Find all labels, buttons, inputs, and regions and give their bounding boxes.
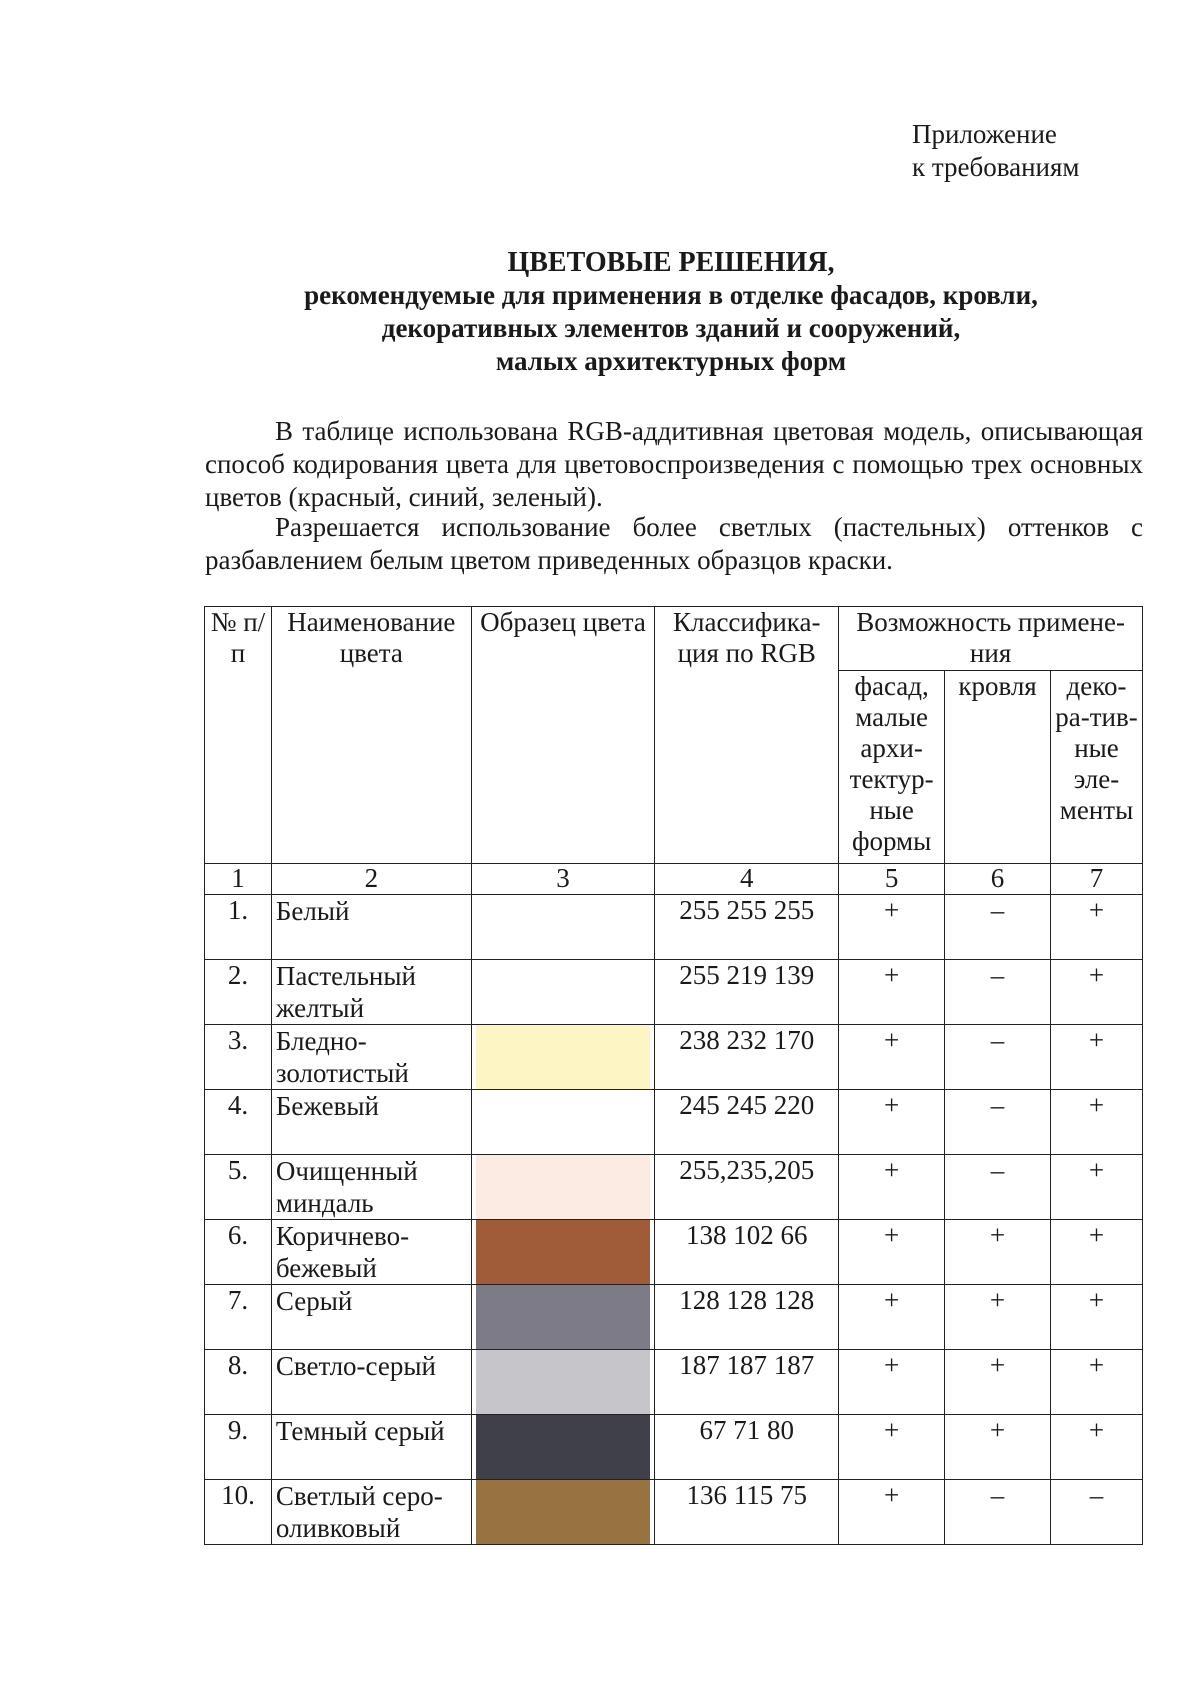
usage-roof: + <box>945 1220 1051 1285</box>
usage-decor: – <box>1050 1480 1142 1545</box>
usage-roof: + <box>945 1285 1051 1350</box>
table-row <box>205 1350 1143 1415</box>
column-number: 6 <box>945 864 1051 895</box>
color-swatch <box>471 1285 655 1350</box>
usage-roof: – <box>945 895 1051 960</box>
usage-decor: + <box>1050 1220 1142 1285</box>
header-num: № п/п <box>205 607 272 864</box>
usage-roof: – <box>945 1090 1051 1155</box>
table-row <box>205 1220 1143 1285</box>
color-swatch <box>471 1025 655 1090</box>
usage-facade: + <box>839 1220 945 1285</box>
color-swatch <box>471 1090 655 1155</box>
column-number: 4 <box>655 864 839 895</box>
column-number-row <box>205 864 1143 895</box>
header-facade: фасад, малые архи-тектур-ные формы <box>839 671 945 864</box>
usage-facade: + <box>839 1415 945 1480</box>
paragraph-rgb-model: В таблице использована RGB-аддитивная цветовая модель, описывающая способ кодирования цвета для цветовоспроизведения с помощью трех основных цветов (красный, синий, зеленый). <box>205 416 1143 512</box>
rgb-value: 255 255 255 <box>655 895 839 960</box>
row-index: 2. <box>205 960 272 1025</box>
header-decor: деко-ра-тив-ные эле-менты <box>1050 671 1142 864</box>
swatch-fill <box>476 1220 651 1284</box>
header-roof: кровля <box>945 671 1051 864</box>
row-index: 1. <box>205 895 272 960</box>
usage-decor: + <box>1050 1090 1142 1155</box>
column-number: 1 <box>205 864 272 895</box>
header-rgb: Классифика-ция по RGB <box>655 607 839 864</box>
usage-facade: + <box>839 1480 945 1545</box>
color-name: Бежевый <box>271 1090 471 1155</box>
usage-facade: + <box>839 1025 945 1090</box>
rgb-value: 128 128 128 <box>655 1285 839 1350</box>
color-name: Пастельный желтый <box>271 960 471 1025</box>
header-sample: Образец цвета <box>471 607 655 864</box>
swatch-fill <box>476 1415 651 1479</box>
title-line-2: декоративных элементов зданий и сооружений, <box>381 313 961 343</box>
color-swatch <box>471 1220 655 1285</box>
document-title <box>0 246 1200 378</box>
usage-decor: + <box>1050 1025 1142 1090</box>
table-row <box>205 960 1143 1025</box>
column-number: 5 <box>839 864 945 895</box>
usage-decor: + <box>1050 1415 1142 1480</box>
row-index: 3. <box>205 1025 272 1090</box>
table-row <box>205 1480 1143 1545</box>
color-name: Бледно-золотистый <box>271 1025 471 1090</box>
rgb-value: 255 219 139 <box>655 960 839 1025</box>
usage-facade: + <box>839 1285 945 1350</box>
usage-roof: – <box>945 960 1051 1025</box>
table-row <box>205 1090 1143 1155</box>
color-name: Коричнево-бежевый <box>271 1220 471 1285</box>
usage-roof: + <box>945 1350 1051 1415</box>
row-index: 8. <box>205 1350 272 1415</box>
color-swatch <box>471 895 655 960</box>
usage-roof: – <box>945 1155 1051 1220</box>
color-swatch <box>471 1155 655 1220</box>
table-row <box>205 1285 1143 1350</box>
usage-facade: + <box>839 1155 945 1220</box>
swatch-fill <box>476 960 651 1024</box>
usage-decor: + <box>1050 1350 1142 1415</box>
usage-decor: + <box>1050 1155 1142 1220</box>
color-name: Светлый серо-оливковый <box>271 1480 471 1545</box>
usage-decor: + <box>1050 1285 1142 1350</box>
rgb-value: 187 187 187 <box>655 1350 839 1415</box>
usage-decor: + <box>1050 960 1142 1025</box>
swatch-fill <box>476 1285 651 1349</box>
table-row <box>205 1155 1143 1220</box>
usage-roof: + <box>945 1415 1051 1480</box>
column-number: 3 <box>471 864 655 895</box>
swatch-fill <box>476 1480 651 1544</box>
swatch-fill <box>476 1025 651 1089</box>
color-name: Серый <box>271 1285 471 1350</box>
rgb-value: 136 115 75 <box>655 1480 839 1545</box>
color-swatch <box>471 1350 655 1415</box>
color-name: Темный серый <box>271 1415 471 1480</box>
usage-roof: – <box>945 1025 1051 1090</box>
rgb-value: 138 102 66 <box>655 1220 839 1285</box>
swatch-fill <box>476 1090 651 1154</box>
appendix-line-2: к требованиям <box>912 152 1080 182</box>
color-swatch <box>471 1415 655 1480</box>
column-number: 7 <box>1050 864 1142 895</box>
title-line-3: малых архитектурных форм <box>495 346 847 376</box>
appendix-note <box>912 118 1080 184</box>
title-line-1: рекомендуемые для применения в отделке фасадов, кровли, <box>304 280 1038 310</box>
row-index: 4. <box>205 1090 272 1155</box>
usage-facade: + <box>839 1350 945 1415</box>
appendix-line-1: Приложение <box>912 119 1057 149</box>
table-row <box>205 895 1143 960</box>
row-index: 10. <box>205 1480 272 1545</box>
header-name: Наименование цвета <box>271 607 471 864</box>
swatch-fill <box>476 1155 651 1219</box>
column-number: 2 <box>271 864 471 895</box>
usage-decor: + <box>1050 895 1142 960</box>
swatch-fill <box>476 895 651 959</box>
usage-facade: + <box>839 960 945 1025</box>
color-table <box>204 606 1143 1545</box>
table-row <box>205 1415 1143 1480</box>
header-usage: Возможность примене-ния <box>839 607 1143 671</box>
usage-facade: + <box>839 1090 945 1155</box>
row-index: 6. <box>205 1220 272 1285</box>
usage-facade: + <box>839 895 945 960</box>
swatch-fill <box>476 1350 651 1414</box>
table-row <box>205 1025 1143 1090</box>
usage-roof: – <box>945 1480 1051 1545</box>
rgb-value: 255,235,205 <box>655 1155 839 1220</box>
paragraph-pastel-shades: Разрешается использование более светлых (пастельных) оттенков с разбавлением белым цветом приведенных образцов краски. <box>205 512 1143 575</box>
color-name: Очищенный миндаль <box>271 1155 471 1220</box>
rgb-value: 67 71 80 <box>655 1415 839 1480</box>
row-index: 5. <box>205 1155 272 1220</box>
color-name: Белый <box>271 895 471 960</box>
color-swatch <box>471 1480 655 1545</box>
rgb-value: 245 245 220 <box>655 1090 839 1155</box>
color-swatch <box>471 960 655 1025</box>
color-name: Светло-серый <box>271 1350 471 1415</box>
row-index: 9. <box>205 1415 272 1480</box>
title-main: ЦВЕТОВЫЕ РЕШЕНИЯ, <box>507 247 835 278</box>
rgb-value: 238 232 170 <box>655 1025 839 1090</box>
row-index: 7. <box>205 1285 272 1350</box>
